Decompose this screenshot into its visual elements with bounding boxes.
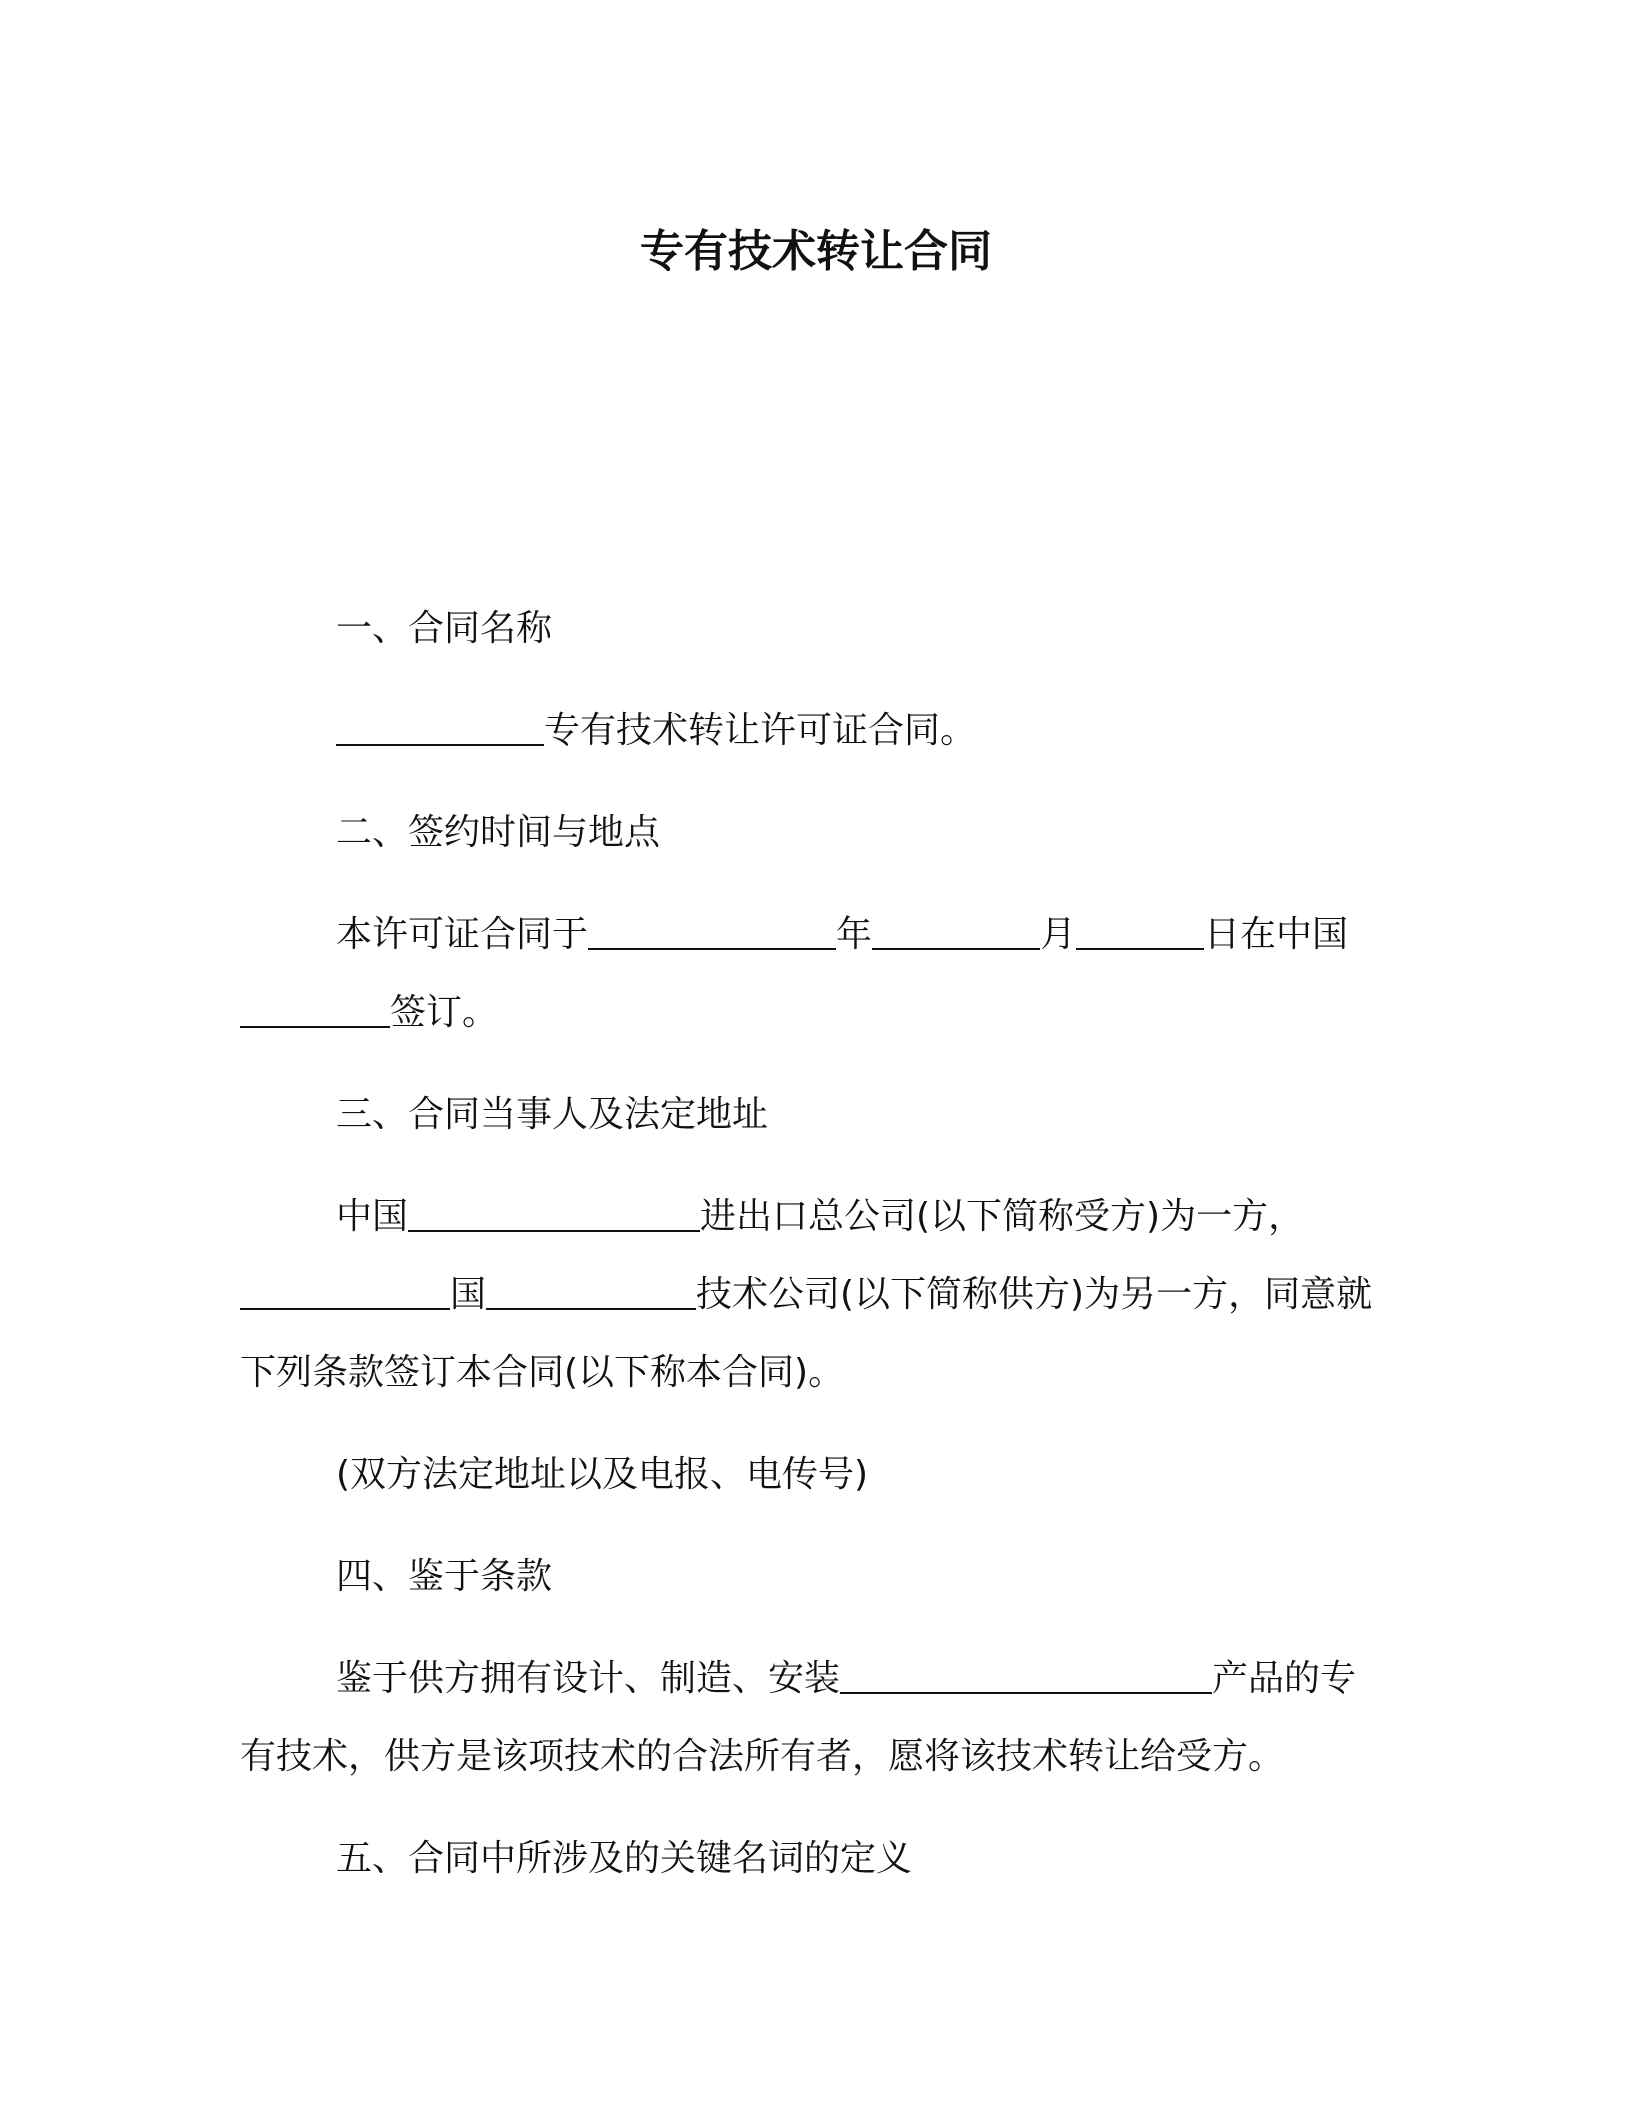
- section-4-heading: 四、鉴于条款: [336, 1556, 553, 1597]
- licensor-company-blank[interactable]: [486, 1272, 696, 1310]
- licensor-country-blank[interactable]: [240, 1272, 450, 1310]
- year-blank[interactable]: [588, 912, 836, 950]
- section-3-text-a: 中国: [336, 1196, 409, 1237]
- licensee-company-blank[interactable]: [408, 1194, 700, 1232]
- section-2-text-c: 月: [1040, 914, 1077, 955]
- document-title: 专有技术转让合同: [640, 226, 992, 277]
- section-3-note: (双方法定地址以及电报、电传号): [336, 1454, 869, 1495]
- section-2-text-d: 日在中国: [1204, 914, 1349, 955]
- section-2-text-a: 本许可证合同于: [336, 914, 589, 955]
- section-4-text-b: 产品的专有技术，供方是该项技术的合法所有者，愿将该技术转让给受方。: [240, 1658, 1357, 1777]
- section-2-text: [240, 896, 1390, 1052]
- day-blank[interactable]: [1076, 912, 1204, 950]
- section-5-heading: 五、合同中所涉及的关键名词的定义: [336, 1838, 913, 1879]
- section-1-heading: 一、合同名称: [336, 608, 553, 649]
- place-blank[interactable]: [240, 990, 390, 1028]
- fill-in-blank[interactable]: [336, 708, 544, 746]
- section-3-text: [240, 1178, 1390, 1412]
- section-2-heading: 二、签约时间与地点: [336, 812, 661, 853]
- section-1-text-content: 专有技术转让许可证合同。: [544, 710, 977, 751]
- section-4-text-a: 鉴于供方拥有设计、制造、安装: [336, 1658, 841, 1699]
- section-2-text-b: 年: [836, 914, 873, 955]
- section-4-text: [240, 1640, 1390, 1796]
- section-3-text-d: 技术公司(以下简称供方)为另一方，同意就下列条款签订本合同(以下称本合同)。: [240, 1274, 1373, 1393]
- month-blank[interactable]: [872, 912, 1040, 950]
- product-blank[interactable]: [840, 1656, 1212, 1694]
- section-3-text-b: 进出口总公司(以下简称受方)为一方，: [700, 1196, 1305, 1237]
- section-2-text-e: 签订。: [390, 992, 499, 1033]
- section-3-heading: 三、合同当事人及法定地址: [336, 1094, 769, 1135]
- section-3-text-c: 国: [450, 1274, 487, 1315]
- document-body: [240, 590, 1390, 1922]
- section-1-text: [240, 692, 1390, 770]
